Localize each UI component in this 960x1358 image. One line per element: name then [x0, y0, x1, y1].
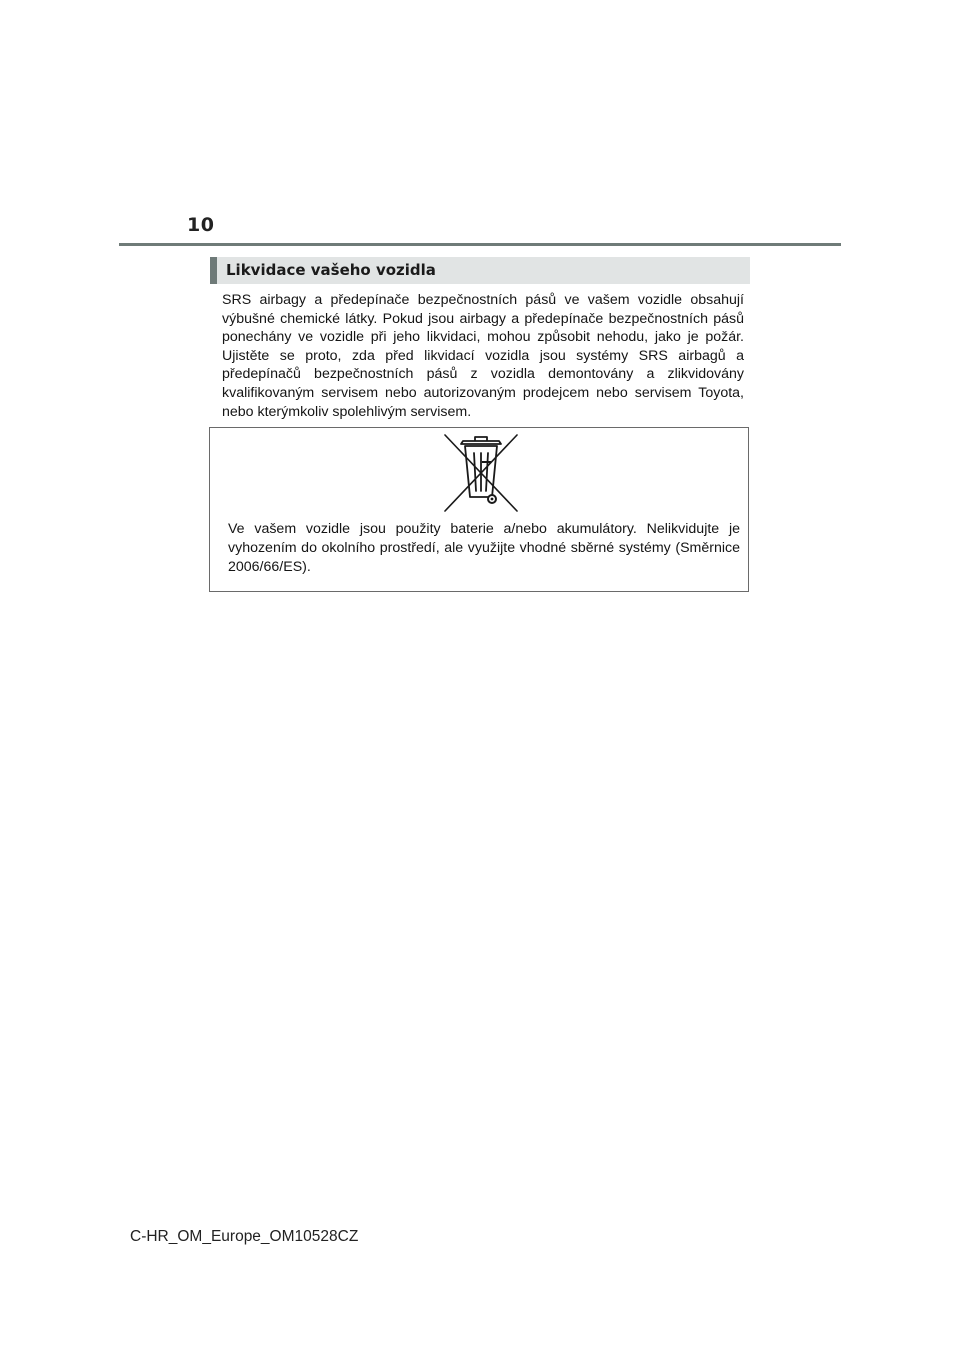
page-number: 10 — [187, 214, 215, 236]
section-body-text: SRS airbagy a předepínače bezpečnostních pásů ve vašem vozidle obsahují výbušné chemické látky. Pokud jsou airbagy a předepínače bezpečnostních pásů ponechány ve vozidle při jeho likvidaci, mohou způsobit nehodu, jako je požár. Ujistěte se proto, zda před likvidací vozidla jsou systémy SRS airbagů a předepínačů bezpečnostních pásů z vozidla demontovány a zlikvidovány kvalifikovaným servisem nebo autorizovaným prodejcem nebo servisem Toyota, nebo kterýmkoliv spolehlivým servisem. — [222, 292, 744, 420]
notice-text: Ve vašem vozidle jsou použity baterie a/nebo akumulátory. Nelikvidujte je vyhozením do okolního prostředí, ale využijte vhodné sběrné systémy (Směrnice 2006/66/ES). — [228, 521, 740, 575]
section-title: Likvidace vašeho vozidla — [226, 261, 436, 279]
footer-document-id: C-HR_OM_Europe_OM10528CZ — [130, 1228, 359, 1245]
section-header — [210, 257, 750, 284]
section-marker — [210, 257, 217, 284]
crossed-out-wheelie-bin-icon — [441, 433, 521, 513]
header-divider — [119, 243, 841, 246]
